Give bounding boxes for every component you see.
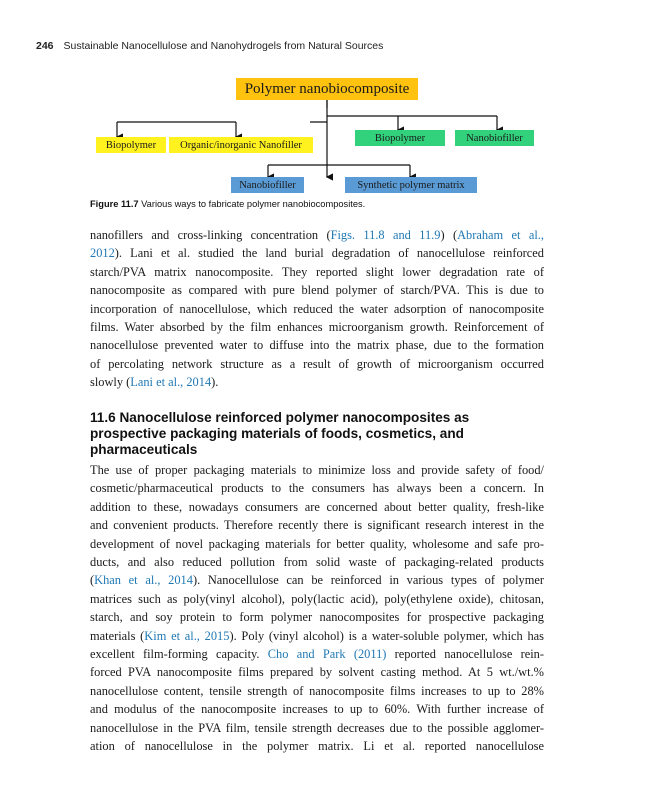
text-line: forced PVA nanocomposite films prepared by solvent casting method. At 5 wt./wt.%	[90, 665, 544, 680]
figure-caption-text: Various ways to fabricate polymer nanobiocomposites.	[138, 199, 366, 209]
text-line: nanofillers and cross-linking concentration (Figs. 11.8 and 11.9) (Abraham et al.,	[90, 228, 544, 242]
citation-link[interactable]: Kim et al., 2015	[144, 628, 230, 643]
text-line: incorporation of nanocellulose, which reduced the water adsorption of nanocomposite	[90, 301, 544, 316]
section-heading: 11.6 Nanocellulose reinforced polymer nanocomposites as prospective packaging materials of foods, cosmetics, and pharmaceuticals	[90, 410, 470, 457]
text-line: materials (Kim et al., 2015). Poly (vinyl alcohol) is a water-soluble polymer, which has	[90, 628, 544, 643]
text-line: nanocomposite as compared with pure blend polymer of starch/PVA. This is due to	[90, 283, 544, 298]
right-nanobiofiller-node: Nanobiofiller	[455, 130, 534, 146]
page-number: 246	[36, 40, 54, 52]
text-line: nanocellulose in the PVA film, tensile strength decreases due to the possible agglomer-	[90, 720, 544, 735]
text-line: and convenient products. Therefore recently there is significant research interest in the	[90, 518, 544, 533]
citation-link[interactable]: Figs. 11.8 and 11.9	[330, 228, 441, 242]
text-line: and modulus of the nanocomposite increases to up to 60%. With further increase of	[90, 702, 544, 717]
citation-link[interactable]: Khan et al., 2014	[94, 573, 193, 588]
right-biopolymer-node: Biopolymer	[355, 130, 445, 146]
figure-11-7-diagram	[0, 0, 648, 210]
text-line: (Khan et al., 2014). Nanocellulose can be reinforced in various types of polymer	[90, 573, 544, 588]
paragraph-1	[90, 226, 544, 392]
text-line: ation of nanocellulose in the polymer matrix. Li et al. reported nanocellulose	[90, 739, 544, 754]
text-line: excellent film-forming capacity. Cho and Park (2011) reported nanocellulose rein-	[90, 647, 544, 662]
text-line: addition to these, nowadays consumers are concerned about better quality, fresh-like	[90, 499, 544, 514]
text-line: matrices such as poly(vinyl alcohol), poly(lactic acid), poly(ethylene oxide), chitosan,	[90, 591, 544, 606]
root-node: Polymer nanobiocomposite	[236, 78, 418, 100]
citation-link[interactable]: 2012	[90, 246, 115, 261]
organic-inorganic-nanofiller-node: Organic/inorganic Nanofiller	[169, 137, 313, 153]
citation-link[interactable]: Cho and Park (2011)	[267, 647, 387, 662]
synthetic-polymer-matrix-node: Synthetic polymer matrix	[345, 177, 477, 193]
citation-link[interactable]: Abraham et al.,	[457, 228, 544, 242]
text-line: 2012). Lani et al. studied the land burial degradation of nanocellulose reinforced	[90, 246, 544, 261]
citation-link[interactable]: Lani et al., 2014	[130, 375, 212, 390]
left-biopolymer-node: Biopolymer	[96, 137, 166, 153]
text-line: The use of proper packaging materials to minimize loss and provide safety of food/	[90, 463, 544, 477]
text-line: slowly (Lani et al., 2014).	[90, 375, 219, 390]
text-line: nanocellulose content, tensile strength of nanocomposite films increases to up to 28%	[90, 683, 544, 698]
text-line: starch, and soy protein to form polymer nanocomposites for prospective packaging	[90, 610, 544, 625]
text-line: ducts, and also reduced pollution from solid waste of packaging-related products	[90, 555, 544, 570]
text-line: films. Water absorbed by the film enhances microorganism growth. Reinforcement of	[90, 320, 544, 335]
figure-label: Figure 11.7	[90, 199, 139, 209]
bottom-nanobiofiller-node: Nanobiofiller	[231, 177, 304, 193]
diagram-connectors	[0, 0, 648, 210]
paragraph-2	[90, 461, 544, 756]
book-title: Sustainable Nanocellulose and Nanohydrogels from Natural Sources	[63, 40, 384, 52]
text-line: starch/PVA matrix nanocomposite. They reported slight lower degradation rate of	[90, 264, 544, 279]
text-line: of percolating network structure as a result of growth of microorganism occurred	[90, 356, 544, 371]
text-line: nanocellulose prevented water to diffuse into the matrix phase, due to the formation	[90, 338, 544, 353]
text-line: development of novel packaging materials for better quality, wholesome and safe pro-	[90, 536, 544, 551]
figure-caption	[90, 199, 365, 209]
text-line: cosmetic/pharmaceutical products to the consumers has always been a concern. In	[90, 481, 544, 496]
